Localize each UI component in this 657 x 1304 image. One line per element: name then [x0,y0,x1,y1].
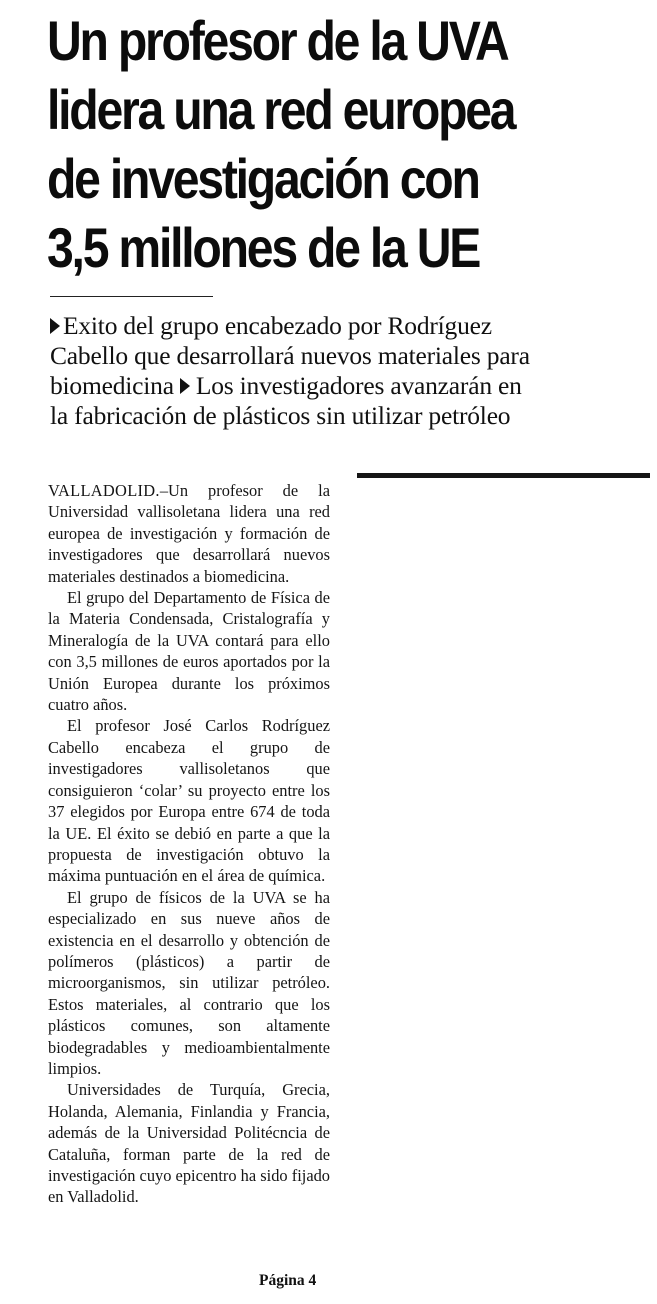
body-paragraph [48,480,330,587]
body-paragraph: El grupo del Departamento de Física de la Materia Condensada, Cristalografía y Mineralogía de la UVA contará para ello con 3,5 millones de euros aportados por la Unión Europea durante los próximos cuatro años. [48,588,330,715]
body-text: –Un profesor de la Universidad vallisoletana lidera una red europea de investigación y formación de investigadores que desarrollará nuevos materiales destinados a biomedicina. [48,481,330,586]
headline-line: Un profesor de la UVA [47,9,508,72]
subhead-text: Exito del grupo encabezado por Rodríguez [63,311,492,340]
subhead-line: la fabricación de plásticos sin utilizar petróleo [50,401,511,430]
dateline: VALLADOLID. [48,481,160,500]
body-paragraph: El grupo de físicos de la UVA se ha especializado en sus nueve años de existencia en el desarrollo y obtención de polímeros (plásticos) a partir de microorganismos, sin utilizar petróleo. Estos materiales, al contrario que los plásticos comunes, son altamente biodegradables y medioambientalmente limpios. [48,887,330,1078]
body-paragraph: Universidades de Turquía, Grecia, Holanda, Alemania, Finlandia y Francia, además de la Universidad Politécncia de Cataluña, forman parte de la red de investigación cuyo epicentro ha sido fijado en Valladolid. [48,1080,330,1207]
headline-line: lidera una red europea [47,78,515,141]
subhead-text: Los investigadores avanzarán en [195,371,522,400]
body-paragraph: El profesor José Carlos Rodríguez Cabello encabeza el grupo de investigadores vallisoletanos que consiguieron ‘colar’ su proyecto entre los 37 elegidos por Europa entre 674 de toda la UE. El éxito se debió en parte a que la propuesta de investigación obtuvo la máxima puntuación en el área de química. [48,716,330,886]
article-body [48,480,330,1208]
headline [47,6,563,282]
headline-line: de investigación con [47,147,479,210]
subhead-line: Cabello que desarrollará nuevos materiales para [50,341,530,370]
subhead-line [50,371,650,401]
right-triangle-icon [50,318,60,334]
subhead-line [50,311,650,341]
subheadline [50,311,650,431]
headline-line: 3,5 millones de la UE [47,216,480,279]
page-reference: Página 4 [259,1272,317,1289]
column-divider-bar [357,473,650,478]
subhead-divider [50,296,213,297]
subhead-text: biomedicina [50,371,174,400]
right-triangle-icon [180,378,190,394]
